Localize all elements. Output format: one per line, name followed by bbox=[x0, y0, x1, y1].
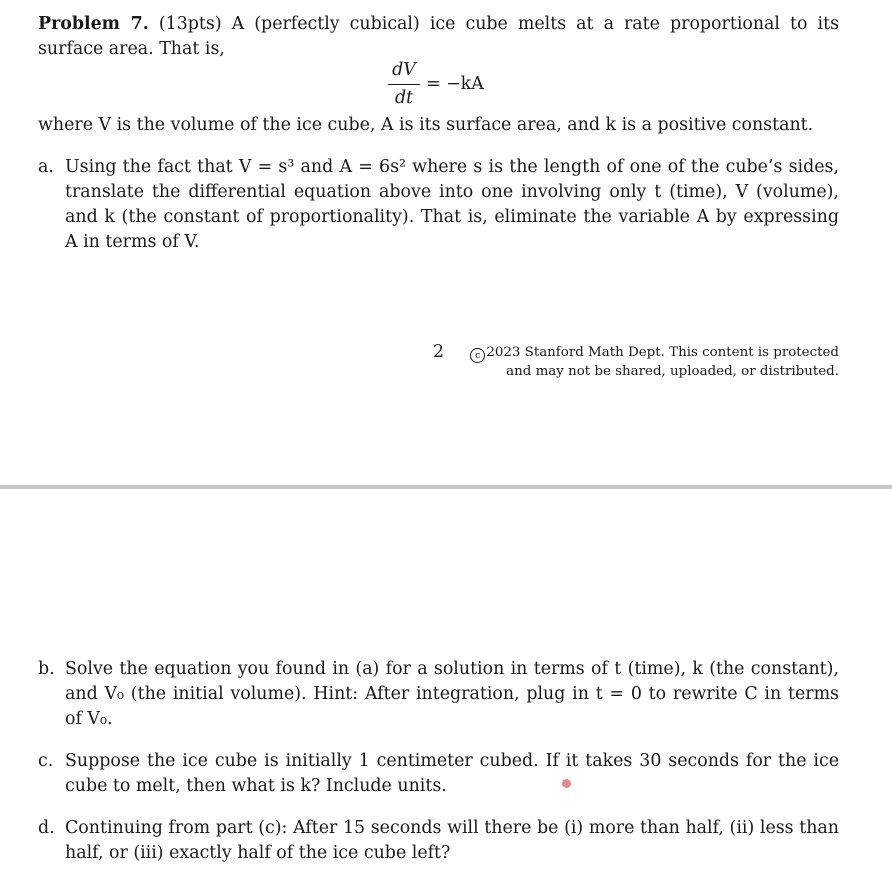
part-b-label: b. bbox=[38, 659, 55, 679]
part-d-line-1: Continuing from part (c): After 15 seconds will there be (i) more than half, (ii) less than bbox=[65, 818, 839, 838]
part-b-line-1: Solve the equation you found in (a) for a solution in terms of t (time), k (the constant), bbox=[65, 659, 839, 679]
problem-intro-text: (13pts) A (perfectly cubical) ice cube melts at a rate proportional to its bbox=[158, 14, 840, 34]
fraction-numerator: dV bbox=[392, 60, 416, 80]
part-c-line-2: cube to melt, then what is k? Include units. bbox=[65, 776, 447, 796]
copyright-line-1 bbox=[462, 344, 839, 363]
page-number: 2 bbox=[433, 342, 445, 362]
part-c-line-1: Suppose the ice cube is initially 1 centimeter cubed. If it takes 30 seconds for the ice bbox=[65, 751, 839, 771]
part-d-line-2: half, or (iii) exactly half of the ice cube left? bbox=[65, 843, 451, 863]
part-b-line-2: and V₀ (the initial volume). Hint: After integration, plug in t = 0 to rewrite C in terms bbox=[65, 684, 839, 704]
problem-intro-line-1 bbox=[38, 12, 839, 37]
part-a-label: a. bbox=[38, 157, 54, 177]
cursor-dot bbox=[562, 779, 571, 788]
copyright-symbol: c bbox=[470, 348, 485, 363]
part-a-line-2: translate the differential equation above into one involving only t (time), V (volume), bbox=[65, 182, 839, 202]
part-b-line-3: of V₀. bbox=[65, 709, 113, 729]
where-line: where V is the volume of the ice cube, A is its surface area, and k is a positive constant. bbox=[38, 115, 814, 135]
part-a-line-3: and k (the constant of proportionality). That is, eliminate the variable A by expressing bbox=[65, 207, 839, 227]
part-d-label: d. bbox=[38, 818, 55, 838]
fraction-denominator: dt bbox=[394, 88, 414, 108]
worksheet-page-bottom bbox=[0, 489, 892, 883]
problem-intro-line-2: surface area. That is, bbox=[38, 39, 225, 59]
fraction-dv-dt bbox=[388, 58, 420, 111]
equation-rhs: = −kA bbox=[426, 74, 484, 94]
fraction-bar bbox=[388, 84, 420, 85]
part-a-line-1: Using the fact that V = s³ and A = 6s² where s is the length of one of the cube’s sides, bbox=[65, 157, 839, 177]
part-c-label: c. bbox=[38, 751, 54, 771]
copyright-notice bbox=[462, 344, 839, 380]
copyright-line-2: and may not be shared, uploaded, or distributed. bbox=[506, 364, 839, 379]
copyright-text-1: 2023 Stanford Math Dept. This content is protected bbox=[486, 345, 839, 360]
part-a-line-4: A in terms of V. bbox=[65, 232, 200, 252]
problem-title: Problem 7. bbox=[38, 14, 149, 34]
